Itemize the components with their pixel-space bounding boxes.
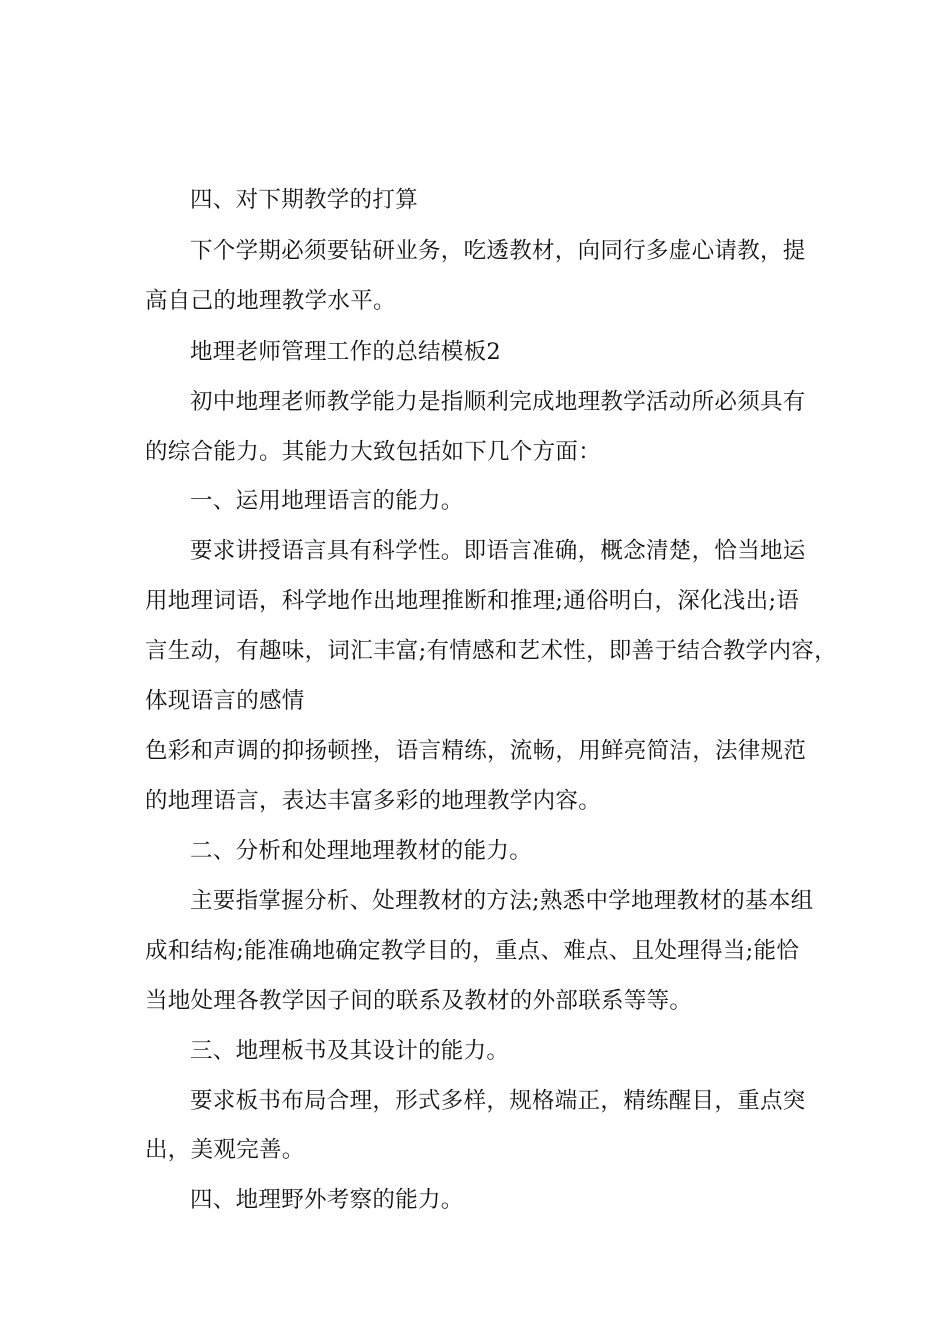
section-heading-textbook-analysis: 二、分析和处理地理教材的能力。 — [190, 838, 533, 864]
section-heading-field-survey: 四、地理野外考察的能力。 — [190, 1187, 464, 1213]
paragraph-line: 高自己的地理教学水平。 — [145, 288, 396, 314]
paragraph-line: 初中地理老师教学能力是指顺利完成地理教学活动所必须具有 — [190, 389, 806, 415]
paragraph-line: 色彩和声调的抑扬顿挫，语言精练，流畅，用鲜亮简洁，法律规范 — [145, 738, 807, 764]
paragraph-line: 成和结构;能准确地确定教学目的，重点、难点、且处理得当;能恰 — [145, 938, 800, 964]
paragraph-line: 言生动，有趣味，词汇丰富;有情感和艺术性，即善于结合教学内容， — [145, 638, 837, 664]
paragraph-line: 要求讲授语言具有科学性。即语言准确，概念清楚，恰当地运 — [190, 538, 806, 564]
paragraph-line: 的地理语言，表达丰富多彩的地理教学内容。 — [145, 788, 602, 814]
paragraph-line: 用地理词语，科学地作出地理推断和推理;通俗明白，深化浅出;语 — [145, 588, 800, 614]
section-heading-language-ability: 一、运用地理语言的能力。 — [190, 488, 464, 514]
document-subtitle: 地理老师管理工作的总结模板2 — [190, 339, 502, 365]
paragraph-line: 出，美观完善。 — [145, 1137, 305, 1163]
paragraph-line: 的综合能力。其能力大致包括如下几个方面： — [145, 439, 602, 465]
paragraph-line: 体现语言的感情 — [145, 688, 305, 714]
paragraph-line: 要求板书布局合理，形式多样，规格端正，精练醒目，重点突 — [190, 1088, 806, 1114]
paragraph-line: 下个学期必须要钻研业务，吃透教材，向同行多虚心请教，提 — [190, 238, 806, 264]
paragraph-line: 当地处理各教学因子间的联系及教材的外部联系等等。 — [145, 988, 693, 1014]
section-heading-next-term-plan: 四、对下期教学的打算 — [190, 187, 419, 213]
section-heading-blackboard-design: 三、地理板书及其设计的能力。 — [190, 1038, 510, 1064]
paragraph-line: 主要指掌握分析、处理教材的方法;熟悉中学地理教材的基本组 — [190, 888, 814, 914]
